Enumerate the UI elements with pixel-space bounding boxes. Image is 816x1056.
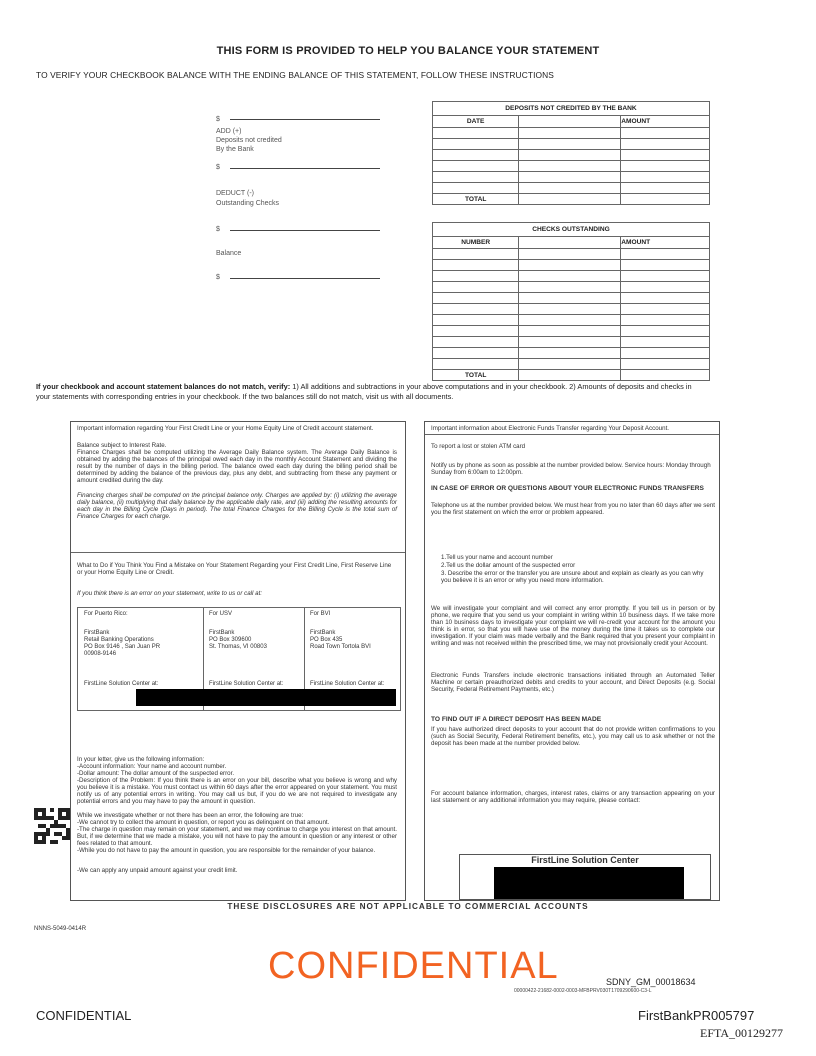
redaction-bar xyxy=(136,689,396,706)
dollar-sign: $ xyxy=(216,164,220,171)
mistake-italic: If you think there is an error on your statement, write to us or call at: xyxy=(77,590,263,597)
deposits-total-field[interactable] xyxy=(621,194,710,205)
qr-code-icon xyxy=(34,808,70,844)
mistake-title: What to Do if You Think You Find a Mistake on Your Statement Regarding your First Credit Line, First Reserve Line or your Home Equity Line or Credit. xyxy=(77,562,392,576)
sdny-code: 00000422-21682-0002-0003-MFBPRV030T1709290600-C3-L xyxy=(514,988,652,994)
commercial-disclaimer: THESE DISCLOSURES ARE NOT APPLICABLE TO COMMERCIAL ACCOUNTS xyxy=(227,902,589,911)
checks-table-title: CHECKS OUTSTANDING xyxy=(433,223,710,237)
col-amount: AMOUNT xyxy=(621,237,710,249)
checks-table xyxy=(432,222,710,381)
dollar-sign: $ xyxy=(216,274,220,281)
subtotal-line[interactable] xyxy=(230,168,380,169)
balance-rate: Balance subject to Interest Rate. xyxy=(77,442,167,449)
notify-text: Notify us by phone as soon as possible at the number provided below. Service hours: Monday through Sunday from 6:00am to 12:00pm. xyxy=(431,462,711,476)
add-label: ADD (+) xyxy=(216,128,242,135)
step-2: 2.Tell us the dollar amount of the suspected error xyxy=(441,562,576,569)
deposits-total-label: TOTAL xyxy=(433,194,519,205)
deposits-table xyxy=(432,101,710,205)
investigate-item-4: -We can apply any unpaid amount against your credit limit. xyxy=(77,867,238,874)
letter-item-2: -Dollar amount: The dollar amount of the suspected error. xyxy=(77,770,235,777)
table-row[interactable] xyxy=(433,337,710,348)
eft-intro: Important information about Electronic Funds Transfer regarding Your Deposit Account. xyxy=(431,425,670,432)
verify-lead: If your checkbook and account statement balances do not match, verify: xyxy=(36,382,291,391)
redaction-bar xyxy=(494,867,684,899)
offices-grid xyxy=(77,607,401,711)
table-row[interactable] xyxy=(433,183,710,194)
sdny-bates: SDNY_GM_00018634 xyxy=(606,977,696,987)
confidential-label: CONFIDENTIAL xyxy=(36,1008,132,1023)
investigate-text: We will investigate your complaint and will correct any error promptly. If you tell us in person or by phone, we require that you send us your complaint in writing within 10 business days. If we take more than 10 business days to investigate your complaint we will re-credit your account for the amount you think is in error, so that you will have use of the money during the time it takes us to complete our investigation. If your claim was made verbally and the Bank required that you present your complaint in writing and was not received within the prescribed time, we may not provisionally credit your Account. xyxy=(431,605,715,647)
checks-total-field[interactable] xyxy=(621,370,710,381)
by-the-bank-label: By the Bank xyxy=(216,146,254,153)
statement-balance-line[interactable] xyxy=(230,119,380,120)
table-row[interactable] xyxy=(433,260,710,271)
lost-card: To report a lost or stolen ATM card xyxy=(431,443,526,450)
table-row[interactable] xyxy=(433,304,710,315)
efta-number: EFTA_00129277 xyxy=(700,1026,784,1040)
table-row[interactable] xyxy=(433,161,710,172)
balance-label: Balance xyxy=(216,250,242,257)
table-row[interactable] xyxy=(433,348,710,359)
table-row[interactable] xyxy=(433,150,710,161)
balance-calculator xyxy=(216,116,376,296)
col-date: DATE xyxy=(433,116,519,128)
verify-paragraph xyxy=(36,382,706,401)
firstline-contact-box xyxy=(459,854,711,900)
account-info-text: For account balance information, charges, interest rates, claims or any transaction appearing on your last statement or any additional information you may require, please contact: xyxy=(431,790,715,804)
investigate-intro: While we investigate whether or not there has been an error, the following are true: xyxy=(77,812,304,819)
instructions-text: TO VERIFY YOUR CHECKBOOK BALANCE WITH THE ENDING BALANCE OF THIS STATEMENT, FOLLOW THESE INSTRUCTIONS xyxy=(36,70,554,80)
firstbank-bates: FirstBankPR005797 xyxy=(638,1008,755,1023)
eft-definition: Electronic Funds Transfers include electronic transactions initiated through an Automated Teller Machine or certain preauthorized debits and credits to your account, and Direct Deposits (e.g. Social Security, Federal Retirement Payments, etc.) xyxy=(431,672,715,693)
page-title: THIS FORM IS PROVIDED TO HELP YOU BALANCE YOUR STATEMENT xyxy=(216,45,600,57)
table-row[interactable] xyxy=(433,128,710,139)
divider xyxy=(71,552,405,553)
deduct-label: DEDUCT (-) xyxy=(216,190,254,197)
step-1: 1.Tell us your name and account number xyxy=(441,554,553,561)
table-row[interactable] xyxy=(433,139,710,150)
verify-text: 1) All additions and subtractions in your above computations and in your checkbook. 2) Amounts of deposits and checks in your statements with corresponding entries in your checkbook. If the two balances still do not match, visit us with all documents. xyxy=(36,382,692,401)
col-amount: AMOUNT xyxy=(621,116,710,128)
investigate-item-1: -We cannot try to collect the amount in question, or report you as delinquent on that amount. xyxy=(77,819,330,826)
divider xyxy=(425,434,719,435)
table-row[interactable] xyxy=(433,315,710,326)
eft-panel xyxy=(424,421,720,901)
finance-charges-italic: Financing charges shall be computed on the principal balance only. Charges are applied by: (i) utilizing the average daily balance, (ii) multiplying that daily balance by the applicable daily rate, and (iii) adding the resulting amounts for each day in the Billing Cycle (Days in period). The total Finance Charges for the Billing Cycle is the total sum of Finance Charges for each charge. xyxy=(77,492,397,520)
investigate-item-2: -The charge in question may remain on your statement, and we may continue to charge you interest on that amount. But, if we determine that we made a mistake, you will not have to pay the amount in question or any interest or other fees related to that amount. xyxy=(77,826,397,847)
table-row[interactable] xyxy=(433,359,710,370)
finance-charges: Finance Charges shall be computed utilizing the Average Daily Balance system. The Average Daily Balance is obtained by adding the balances of the principal owed each day in the monthly Account Statement and dividing the result by the number of days in the billing period. The balance owed each day during the billing period shall be determined by adding the balance of the previous day, plus any debt, and subtracting from these any payment or amount credited during the day. xyxy=(77,449,397,484)
form-number: NNNS-5049-0414R xyxy=(34,926,87,932)
letter-item-1: -Account information: Your name and account number. xyxy=(77,763,227,770)
balance-line[interactable] xyxy=(230,278,380,279)
step-3: 3. Describe the error or the transfer you are unsure about and explain as clearly as you can why you believe it is an error or why you need more information. xyxy=(441,570,704,584)
error-text: Telephone us at the number provided below. We must hear from you no later than 60 days after we sent you the first statement on which the error or problem appeared. xyxy=(431,502,715,516)
direct-deposit-text: If you have authorized direct deposits to your account that do not provide written confirmations to you (such as Social Security, Federal Retirement benefits, etc.), you may call us to ask whether or not the deposit has been made at the number provided below. xyxy=(431,726,715,747)
checks-total-label: TOTAL xyxy=(433,370,519,381)
deposits-table-title: DEPOSITS NOT CREDITED BY THE BANK xyxy=(433,102,710,116)
investigate-item-3: -While you do not have to pay the amount in question, you are responsible for the remainder of your balance. xyxy=(77,847,376,854)
office-bvi: For BVI FirstBank PO Box 435 Road Town Tortola BVI FirstLine Solution Center at: xyxy=(310,611,385,687)
credit-intro: Important information regarding Your First Credit Line or your Home Equity Line of Credit account statement. xyxy=(77,425,374,432)
dollar-sign: $ xyxy=(216,226,220,233)
col-number: NUMBER xyxy=(433,237,519,249)
error-title: IN CASE OF ERROR OR QUESTIONS ABOUT YOUR ELECTRONIC FUNDS TRANSFERS xyxy=(431,485,704,492)
direct-deposit-title: TO FIND OUT IF A DIRECT DEPOSIT HAS BEEN MADE xyxy=(431,716,602,723)
outstanding-checks-label: Outstanding Checks xyxy=(216,200,280,207)
letter-item-3: -Description of the Problem: If you think there is an error on your bill, describe what you believe is wrong and why you believe it is a mistake. You must contact us within 60 days after the error appeared on your statement. You must notify us of any potential errors in writing. You may call us but, if you do we are not required to investigate any potential errors and you may have to pay the amount in question. xyxy=(77,777,397,805)
table-row[interactable] xyxy=(433,271,710,282)
table-row[interactable] xyxy=(433,172,710,183)
table-row[interactable] xyxy=(433,326,710,337)
deposits-not-credited-label: Deposits not credited xyxy=(216,137,282,144)
firstline-title: FirstLine Solution Center xyxy=(531,855,639,865)
outstanding-line[interactable] xyxy=(230,230,380,231)
letter-intro: In your letter, give us the following information: xyxy=(77,756,205,763)
dollar-sign: $ xyxy=(216,116,220,123)
credit-line-panel xyxy=(70,421,406,901)
table-row[interactable] xyxy=(433,293,710,304)
confidential-stamp: CONFIDENTIAL xyxy=(268,945,559,987)
office-puerto-rico: For Puerto Rico: FirstBank Retail Banking Operations PO Box 9146 , San Juan PR 00908-9146 FirstLine Solution Center at: xyxy=(84,611,161,687)
table-row[interactable] xyxy=(433,249,710,260)
table-row[interactable] xyxy=(433,282,710,293)
office-usvi: For USV FirstBank PO Box 309600 St. Thomas, VI 00803 FirstLine Solution Center at: xyxy=(209,611,284,687)
